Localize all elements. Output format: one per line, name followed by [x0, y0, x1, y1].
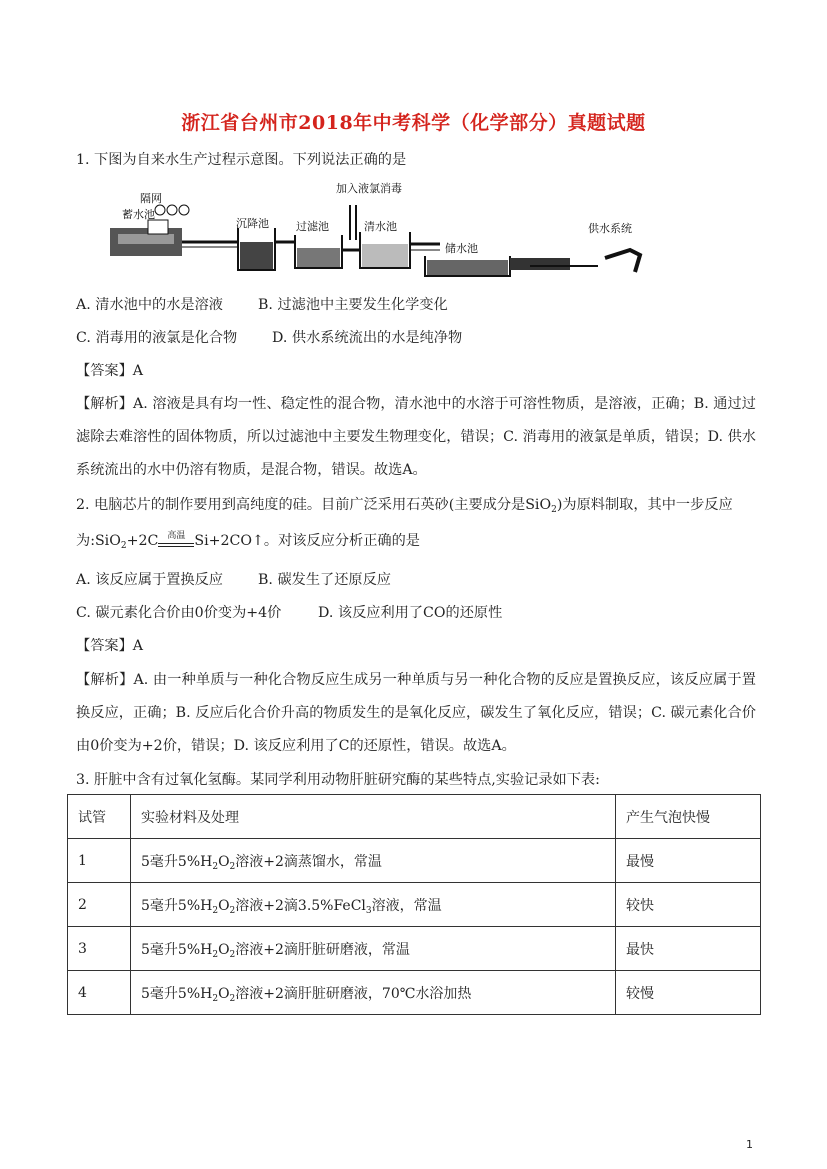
label-clear: 清水池 — [364, 220, 397, 233]
q2-analysis: 【解析】A. 由一种单质与一种化合物反应生成另一种单质与另一种化合物的反应是置换反应，该反应属于置换反应，正确；B. 反应后化合价升高的物质发生的是氧化反应，碳发生了氧化反应，错误；C. 碳元素化合价由0价变为+2价，错误；D. 该反应利用了C的还原性，错误。故选A。 — [76, 672, 756, 754]
label-reservoir: 储水池 — [445, 242, 478, 255]
table-row: 2 5毫升$5\%H_2O_2$溶液+2滴3.5%FeCl$_3$溶液，常温 较快 — [68, 883, 761, 927]
q1-option-c: C. 消毒用的液氯是化合物 — [76, 330, 238, 346]
q2-option-c: C. 碳元素化合价由0价变为+4价 — [76, 605, 282, 621]
label-settling: 沉降池 — [236, 217, 269, 230]
q2-option-d: D. 该反应利用了CO的还原性 — [318, 605, 503, 621]
q2-option-a: A. 该反应属于置换反应 — [76, 572, 223, 588]
reaction-condition: 高温 — [158, 531, 194, 547]
q1-answer: 【答案】A — [76, 363, 143, 379]
label-storage: 蓄水池 — [122, 208, 155, 221]
q1-option-d: D. 供水系统流出的水是纯净物 — [272, 330, 463, 346]
header-tube: 试管 — [68, 795, 131, 839]
q1-analysis: 【解析】A. 溶液是具有均一性、稳定性的混合物，清水池中的水溶于可溶性物质，是溶液，正确；B. 通过过滤除去难溶性的固体物质，所以过滤池中主要发生物理变化，错误；C. 消毒用的液氯是单质，错误；D. 供水系统流出的水中仍溶有物质，是混合物，错误。故选A。 — [76, 396, 756, 478]
label-chlorine: 加入液氯消毒 — [336, 182, 402, 195]
faucet-icon — [605, 250, 640, 272]
table-row: 3 5毫升$5\%H_2O_2$溶液+2滴肝脏研磨液，常温 最快 — [68, 927, 761, 971]
q2-answer: 【答案】A — [76, 638, 143, 654]
water-treatment-diagram — [110, 180, 670, 280]
page-number: 1 — [746, 1138, 753, 1151]
table-header-row — [68, 795, 761, 839]
experiment-table — [67, 794, 761, 1015]
q2-stem: 2. 电脑芯片的制作要用到高纯度的硅。目前广泛采用石英砂(主要成分是SiO$_2$)为原料制取，其中一步反应 — [76, 497, 733, 515]
page-title: 浙江省台州市2018年中考科学（化学部分）真题试题 — [181, 112, 646, 134]
q1-stem: 1. 下图为自来水生产过程示意图。下列说法正确的是 — [76, 152, 407, 168]
q1-option-a: A. 清水池中的水是溶液 — [76, 297, 223, 313]
label-screen: 隔网 — [140, 192, 162, 205]
label-filter: 过滤池 — [296, 220, 329, 233]
table-row: 4 5毫升$5\%H_2O_2$溶液+2滴肝脏研磨液，70℃水浴加热 较慢 — [68, 971, 761, 1015]
header-material: 实验材料及处理 — [131, 795, 616, 839]
q1-option-b: B. 过滤池中主要发生化学变化 — [258, 297, 448, 313]
q2-option-b: B. 碳发生了还原反应 — [258, 572, 391, 588]
header-rate: 产生气泡快慢 — [616, 795, 761, 839]
screen-icon — [155, 205, 165, 215]
q3-stem: 3. 肝脏中含有过氧化氢酶。某同学利用动物肝脏研究酶的某些特点,实验记录如下表: — [76, 772, 600, 788]
q2-equation: 为:SiO$_2$+2C 高温 Si+2CO↑。对该反应分析正确的是 — [76, 531, 420, 551]
table-row: 1 5毫升$5\%H_2O_2$溶液+2滴蒸馏水，常温 最慢 — [68, 839, 761, 883]
label-supply: 供水系统 — [588, 222, 632, 235]
